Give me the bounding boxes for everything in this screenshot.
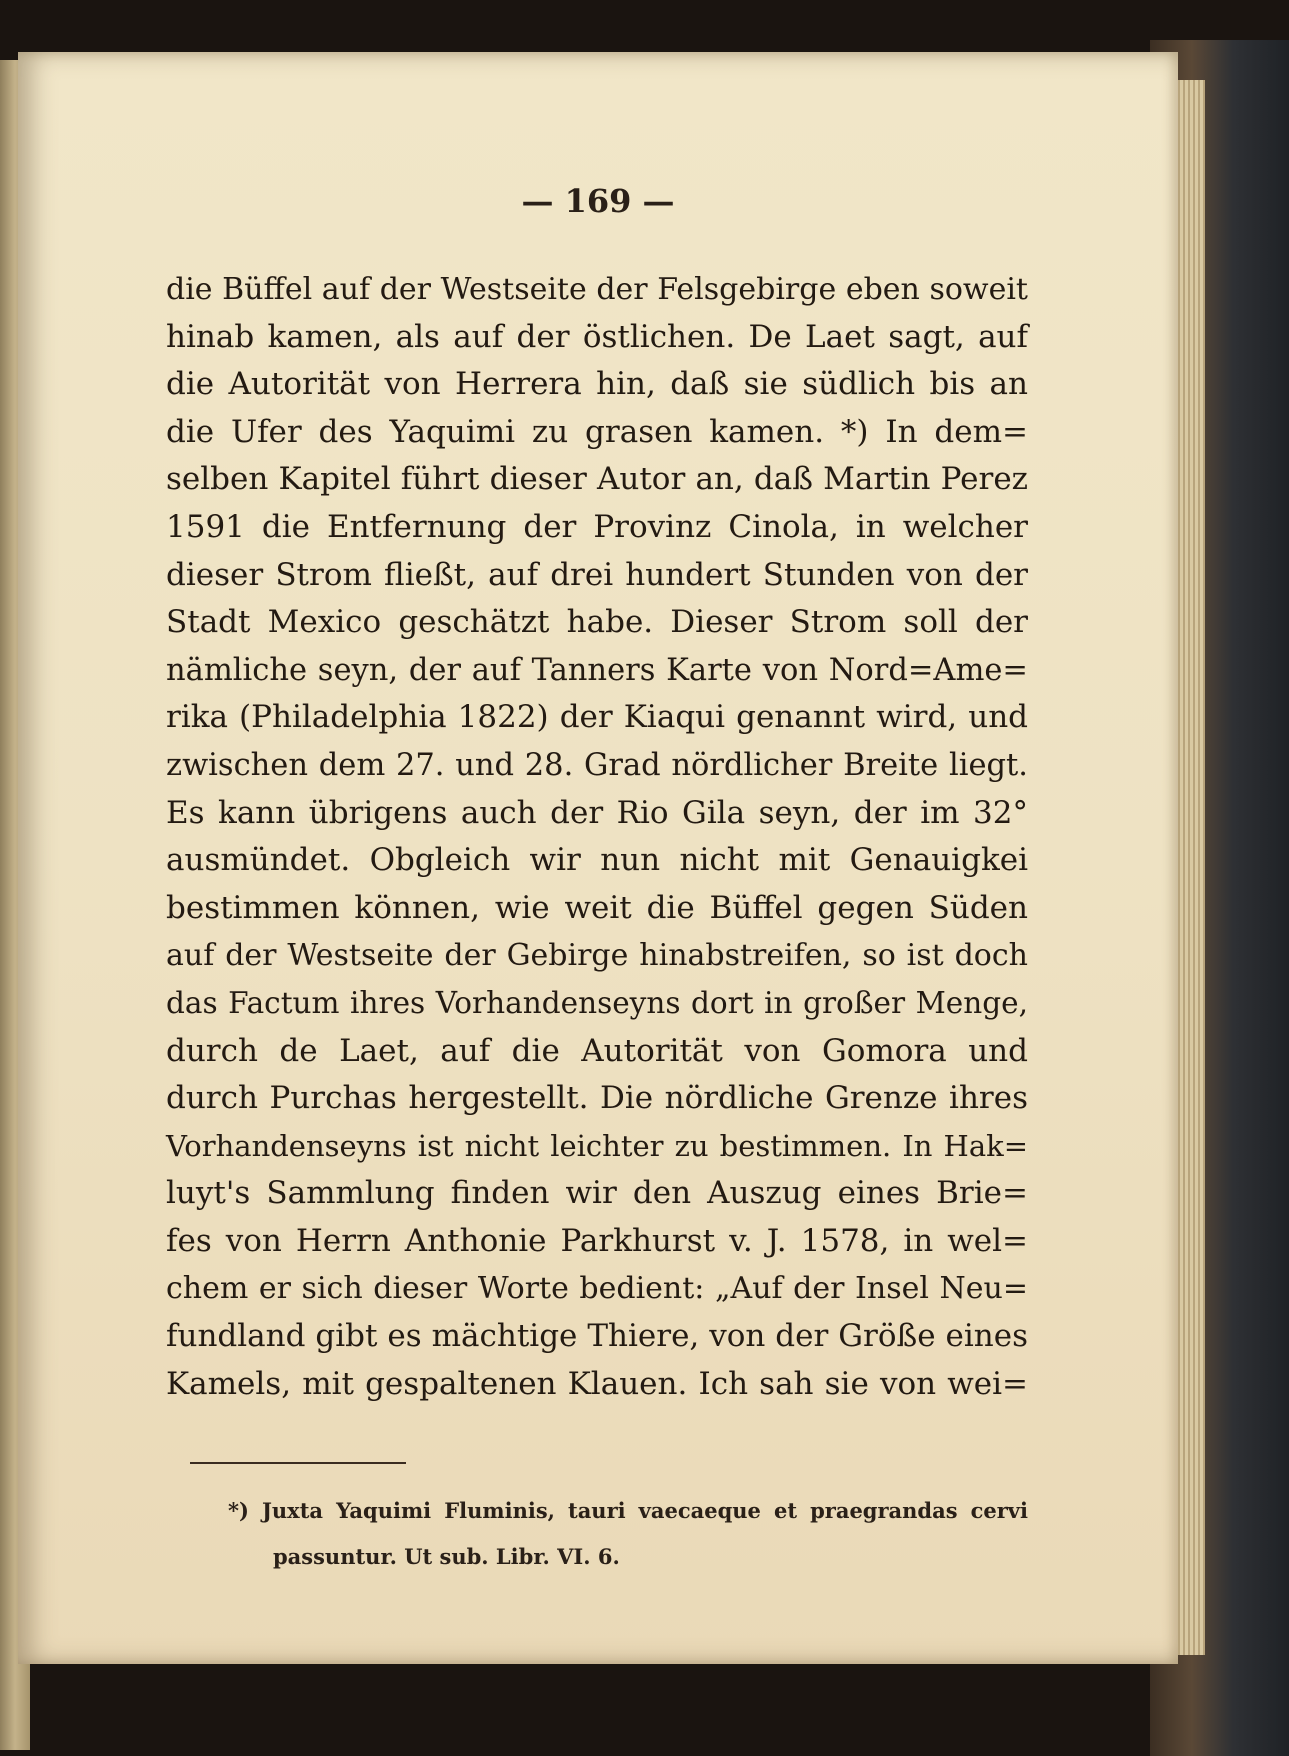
text-line: luyt's Sammlung finden wir den Auszug eines Brie= — [166, 1175, 1028, 1212]
text-line: Es kann übrigens auch der Rio Gila seyn, der im 32° — [166, 794, 1028, 831]
text-line: selben Kapitel führt dieser Autor an, daß Martin Perez — [166, 461, 1028, 498]
text-line: nämliche seyn, der auf Tanners Karte von Nord=Ame= — [166, 652, 1028, 688]
text-line: das Factum ihres Vorhandenseyns dort in großer Menge, — [166, 985, 1028, 1020]
text-line: die Ufer des Yaquimi zu grasen kamen. *) In dem= — [166, 413, 1028, 450]
text-line: die Autorität von Herrera hin, daß sie südlich bis an — [166, 366, 1028, 403]
text-line: hinab kamen, als auf der östlichen. De Laet sagt, auf — [166, 318, 1028, 355]
page-number-header: — 169 — — [521, 182, 675, 220]
text-line: bestimmen können, wie weit die Büffel gegen Süden — [166, 889, 1028, 926]
text-line: fes von Herrn Anthonie Parkhurst v. J. 1578, in wel= — [166, 1222, 1028, 1259]
text-line: die Büffel auf der Westseite der Felsgebirge eben soweit — [166, 272, 1028, 307]
text-line: rika (Philadelphia 1822) der Kiaqui genannt wird, und — [166, 699, 1028, 736]
text-line: zwischen dem 27. und 28. Grad nördlicher Breite liegt. — [166, 747, 1028, 783]
footnote-line: passuntur. Ut sub. Libr. VI. 6. — [273, 1544, 620, 1569]
text-line: Stadt Mexico geschätzt habe. Dieser Strom soll der — [166, 604, 1028, 641]
text-line: durch de Laet, auf die Autorität von Gomora und — [166, 1032, 1028, 1069]
text-line: dieser Strom fließt, auf drei hundert Stunden von der — [166, 556, 1028, 593]
text-line: durch Purchas hergestellt. Die nördliche Grenze ihres — [166, 1080, 1028, 1117]
text-line: 1591 die Entfernung der Provinz Cinola, in welcher — [166, 508, 1028, 545]
footnote-line: *) Juxta Yaquimi Fluminis, tauri vaecaeque et praegrandas cervi — [228, 1498, 1028, 1523]
book-page — [18, 52, 1178, 1664]
body-text — [166, 266, 1028, 1408]
text-line: ausmündet. Obgleich wir nun nicht mit Genauigkei — [166, 842, 1028, 879]
footnote-rule — [190, 1462, 406, 1464]
footnote — [228, 1488, 1028, 1580]
text-line: Kamels, mit gespaltenen Klauen. Ich sah sie von wei= — [166, 1365, 1028, 1402]
text-line: fundland gibt es mächtige Thiere, von der Größe eines — [166, 1318, 1028, 1355]
text-line: auf der Westseite der Gebirge hinabstreifen, so ist doch — [166, 938, 1028, 974]
text-line: Vorhandenseyns ist nicht leichter zu bestimmen. In Hak= — [166, 1128, 1028, 1163]
text-line: chem er sich dieser Worte bedient: „Auf der Insel Neu= — [166, 1271, 1028, 1307]
